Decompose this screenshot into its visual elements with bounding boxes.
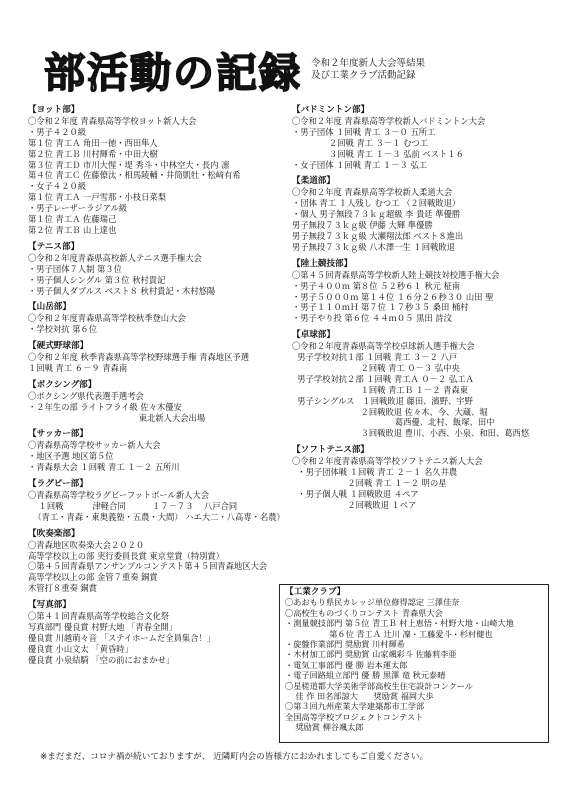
result-line: 〇令和２年度 秋季青森県高等学校野球選手権 青森地区予選 — [28, 352, 249, 363]
result-line: ・男子団体 １回戦 青工 ３－０ 五所工 — [292, 126, 436, 137]
result-line: 第１位 青工Ａ 佐藤瑞己 — [28, 214, 117, 225]
result-line: 〇第４１回青森県高等学校総合文化祭 — [28, 611, 170, 622]
result-line: ・男子４２０級 — [28, 126, 87, 137]
result-line: ２回戦敗退 佐々木、今、大蔵、堀 — [292, 406, 488, 417]
result-line: ２回戦 青工 ３－１ むつ工 — [292, 137, 429, 148]
club-section — [28, 600, 290, 665]
result-line: ・男子団体７人制 第３位 — [28, 263, 122, 274]
section-title: 【ボクシング部】 — [28, 379, 97, 390]
result-line: ・２年生の部 ライトフライ級 佐々木優安 — [28, 401, 182, 412]
result-line: 男子学校対抗２部 １回戦 青工Ａ ０－２ 弘工Ａ — [292, 373, 474, 384]
section-title: 【陸上競技部】 — [292, 258, 353, 269]
result-line: 〇令和２年度 青森県高等学校ヨット新人大会 — [28, 115, 197, 126]
section-title: 【テニス部】 — [28, 241, 80, 252]
result-line: ・男子団体戦 １回戦 青工 ２－１ 名久井農 — [292, 467, 458, 478]
result-line: ・学校対抗 第６位 — [28, 324, 98, 335]
result-line: ・女子４２０級 — [28, 181, 87, 192]
section-title: 【写真部】 — [28, 600, 71, 611]
kogyo-club-lines — [285, 597, 543, 732]
result-line: 男子無段７３ｋｇ級 八木澤一生 １回戦敗退 — [292, 241, 455, 252]
result-line: 〇第４５回青森県高等学校新人陸上競技対校選手権大会 — [292, 269, 500, 280]
page-subtitle — [311, 58, 425, 82]
club-section — [292, 259, 542, 324]
result-line: 第２位 青工Ｂ 山上達也 — [28, 224, 117, 235]
kogyo-club-title: 【工業クラブ】 — [285, 587, 346, 597]
result-line: 第１位 青工Ａ 角田一徳・西田隼人 — [28, 137, 158, 148]
club-section — [28, 479, 290, 523]
result-line: ・男子レーザーラジアル級 — [28, 203, 128, 214]
result-line: 写真部門 優良賞 村野大地 「青春全開」 — [28, 621, 177, 632]
result-line: （青工・青森・東奥義塾・五農・大間） ハエ大二・八高専・名農） — [28, 511, 285, 522]
right-column — [292, 105, 542, 517]
club-section — [292, 176, 542, 252]
result-line: １回戦 津軽合同 １７－７３ 八戸合同 — [28, 500, 238, 511]
section-title: 【ヨット部】 — [28, 105, 80, 115]
result-line: 〇令和２年度青森県高等学校卓球新人選手権大会 — [292, 341, 475, 352]
result-line: ・男子個人シングル 第３位 秋村貴記 — [28, 274, 166, 285]
club-section — [292, 445, 542, 510]
result-line: 〇令和２年度青森県高等学校秋季登山大会 — [28, 313, 186, 324]
page-title: 部活動の記録 — [44, 49, 302, 97]
club-section — [292, 105, 542, 170]
club-result-line: 〇高校生ものづくりコンテスト 青森県大会 — [285, 607, 443, 618]
result-line: ・団体 青工 １人残し むつ工 （２回戦敗退） — [292, 198, 461, 209]
result-line: 優良賞 小泉結騎 「空の前におまかせ」 — [28, 654, 175, 665]
result-line: 〇令和２年度 青森県高等学校新人柔道大会 — [292, 187, 453, 198]
club-section — [28, 529, 290, 594]
club-result-line: ・旋盤作業部門 奨励賞 川村輝希 — [285, 639, 405, 650]
result-line: 〇令和２年度 青森県高等学校新人バドミントン大会 — [292, 115, 486, 126]
club-section — [28, 105, 290, 236]
result-line: 高等学校以上の部 実行委員長賞 東京堂賞（特別賞） — [28, 550, 225, 561]
result-line: 第２位 青工Ｂ 川村輝希・中田大樹 — [28, 148, 158, 159]
result-line: １回戦 青工 ６－９ 青森南 — [28, 362, 128, 373]
club-result-line: 佳 作 田名部諒大 奨励賞 福岡大歩 — [285, 691, 434, 702]
result-line: 男子無段７３ｋｇ級 大瀬翔汰郎 ベスト８進出 — [292, 230, 464, 241]
result-line: 東北新人大会出場 — [28, 412, 206, 423]
section-title: 【卓球部】 — [292, 330, 335, 341]
club-result-line: ・電子回路組立部門 優 勝 黒澤 竜 秋元泰晴 — [285, 670, 446, 681]
kogyo-club-box — [279, 584, 549, 743]
result-line: 優良賞 川越萌々音 「ステイホームだ全員集合！」 — [28, 632, 216, 643]
result-line: 男子学校対抗１部 １回戦 青工 ３－２ 八戸 — [292, 352, 458, 363]
left-column — [28, 105, 290, 672]
result-line: 第３位 青工Ｄ 市川大惺・堤 秀斗・中林空大・長内 凛 — [28, 159, 230, 170]
result-line: ・男子個人戦 １回戦敗退 ４ペア — [292, 488, 419, 499]
result-line: ・男子１１０ｍＨ 第７位 １７秒３５ 桑田 桶村 — [292, 302, 469, 313]
result-line: 〇令和２年度青森県高等学校ソフトテニス新人大会 — [292, 456, 483, 467]
result-line: ・男子やり投 第６位 ４４ｍ０５ 黒田 詩汶 — [292, 313, 452, 324]
result-line: ２回戦敗退 １ペア — [292, 499, 417, 510]
club-section — [28, 380, 290, 424]
club-result-line: 〇第３回九州産業大学建築都市工学部 — [285, 701, 425, 712]
club-result-line: 〇あおもり県民カレッジ単位修得認定 三澤佳奈 — [285, 597, 460, 608]
section-title: 【ソフトテニス部】 — [292, 445, 370, 456]
club-section — [28, 341, 290, 374]
club-result-line: 〇星槎道都大学美術学部高校生住宅設計コンクール — [285, 680, 473, 691]
result-line: 第４位 青工Ｃ 佐藤僚汰・相馬陵輔・井筒凱牡・松﨑有希 — [28, 170, 241, 181]
result-line: 〇第４５回青森県アンサンブルコンテスト第４５回青森地区大会 — [28, 561, 268, 572]
club-result-line: 全国高等学校プロジェクトコンテスト — [285, 711, 424, 722]
section-title: 【柔道部】 — [292, 176, 335, 187]
section-title: 【硬式野球部】 — [28, 341, 89, 352]
club-result-line: ・電気工事部門 優 勝 岩本運太郎 — [285, 659, 408, 670]
subtitle-line: 及び工業クラブ活動記録 — [311, 70, 416, 81]
club-result-line: ・木材加工部門 奨励賞 山家颯彩斗 佐藤莉李亜 — [285, 649, 457, 660]
club-section — [28, 302, 290, 335]
section-title: 【バドミントン部】 — [292, 105, 370, 115]
result-line: 男子無段７３ｋｇ級 伊藤 大輝 準優勝 — [292, 220, 433, 231]
section-title: 【山岳部】 — [28, 302, 71, 313]
result-line: 〇令和２年度青森県高校新人テニス選手権大会 — [28, 252, 202, 263]
result-line: ・男子個人ダブルス ベスト８ 秋村貴記・木村悠陽 — [28, 285, 216, 296]
result-line: ・男子５０００ｍ 第１４位 １６分２６秒３０ 山田 聖 — [292, 291, 494, 302]
section-title: 【吹奏楽部】 — [28, 528, 80, 539]
section-title: 【サッカー部】 — [28, 429, 88, 440]
result-line: ２回戦 青工 ０－３ 弘中央 — [292, 362, 460, 373]
footer-note: ※まだまだ、コロナ禍が続いておりますが、 近隣町内会の皆様方におかれましてもご自愛ください。 — [40, 752, 429, 762]
result-line: 〇ボクシング県代表選手選考会 — [28, 390, 144, 401]
result-line: ３回戦 青工 １－３ 弘前 ベスト１６ — [292, 148, 464, 159]
result-line: ・女子団体 １回戦 青工 １－３ 弘工 — [292, 159, 428, 170]
club-result-line: 奨励賞 柳谷颯太郎 — [285, 722, 364, 733]
result-line: 〇青森地区吹奏楽大会２０２０ — [28, 539, 145, 550]
subtitle-line: 令和２年度新人大会等結果 — [311, 58, 426, 69]
result-line: 優良賞 小山文太 「黄昏時」 — [28, 643, 133, 654]
club-section — [28, 429, 290, 473]
result-line: 〇青森県高等学校ラグビーフットボール新人大会 — [28, 490, 210, 500]
result-line: 〇青森県高等学校サッカー新人大会 — [28, 440, 161, 451]
result-line: ・個人 男子無段７３ｋｇ超級 李 貴廷 準優勝 — [292, 209, 461, 220]
result-line: 高等学校以上の部 金管７重奏 銅賞 — [28, 572, 158, 583]
club-section — [292, 330, 542, 439]
club-result-line: 第６位 青工Ａ 辻川 凜・工藤愛斗・杉村健也 — [285, 628, 493, 639]
section-title: 【ラグビー部】 — [28, 479, 88, 490]
result-line: 葛西優、北村、飯塚、田中 — [292, 417, 495, 428]
result-line: 第１位 青工Ａ 一戸雪那・小枝日菜梨 — [28, 192, 167, 203]
result-line: ・地区予選 地区第５位 — [28, 451, 114, 462]
result-line: 木管打８重奏 銅賞 — [28, 583, 98, 594]
result-line: ・青森県大会 １回戦 青工 １－２ 五所川 — [28, 462, 180, 473]
club-result-line: ・測量競技部門 第５位 青工Ｂ 村上恵悟・村野大地・山崎大地 — [285, 618, 514, 629]
result-line: ３回戦敗退 豊川、小西、小泉、和田、葛西悠 — [292, 428, 530, 439]
result-line: １回戦 青工Ｂ １－２ 青森東 — [292, 384, 469, 395]
club-section — [28, 242, 290, 297]
result-line: 男子シングルス １回戦敗退 藤田、濱野、宇野 — [292, 395, 473, 406]
result-line: ２回戦 青工 １－２ 明の星 — [292, 478, 447, 488]
result-line: ・男子４００ｍ 第８位 ５２秒６１ 秋元 柾南 — [292, 280, 461, 291]
